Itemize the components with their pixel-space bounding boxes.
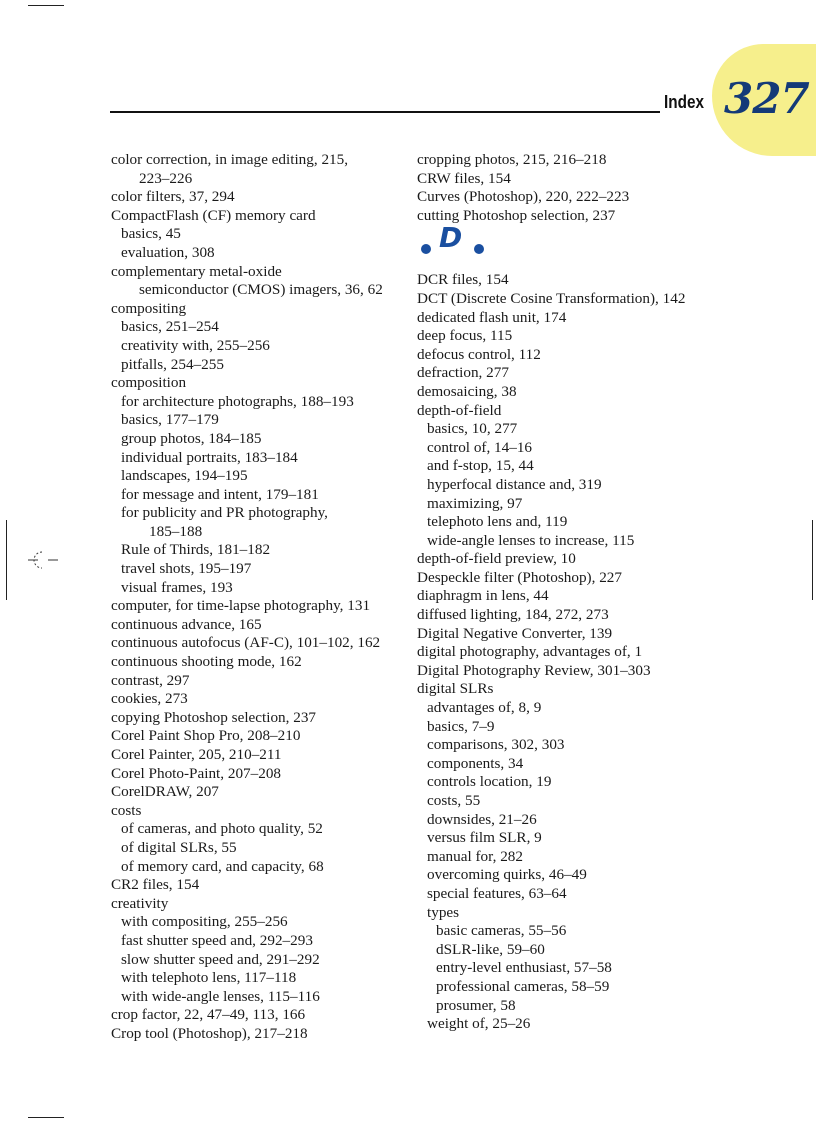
- index-subentry: 223–226: [139, 169, 193, 187]
- index-subentry: telephoto lens and, 119: [427, 513, 568, 531]
- index-entry: continuous autofocus (AF-C), 101–102, 162: [111, 634, 381, 652]
- index-entry: deep focus, 115: [417, 327, 513, 345]
- index-subentry: overcoming quirks, 46–49: [427, 866, 587, 884]
- index-entry: CRW files, 154: [417, 169, 511, 187]
- index-entry: Despeckle filter (Photoshop), 227: [417, 568, 622, 586]
- index-entry: compositing: [111, 299, 187, 317]
- index-entry: color correction, in image editing, 215,: [111, 151, 349, 168]
- section-letter: D: [439, 221, 463, 255]
- section-divider-d: [417, 221, 717, 271]
- index-subentry: group photos, 184–185: [121, 429, 262, 447]
- index-group-c-continued: [417, 151, 717, 225]
- index-subentry: pitfalls, 254–255: [121, 355, 224, 373]
- index-entry: cropping photos, 215, 216–218: [417, 151, 607, 168]
- index-entry: CR2 files, 154: [111, 876, 200, 894]
- index-entry: depth-of-field: [417, 401, 502, 419]
- index-entry: computer, for time-lapse photography, 131: [111, 597, 371, 615]
- crop-mark-bottom-left: [28, 1117, 64, 1118]
- index-subentry: control of, 14–16: [427, 438, 533, 456]
- index-subentry: basics, 177–179: [121, 411, 219, 429]
- index-subentry: of cameras, and photo quality, 52: [121, 820, 323, 838]
- index-entry: continuous shooting mode, 162: [111, 653, 302, 671]
- index-subentry: versus film SLR, 9: [427, 829, 542, 847]
- section-label: Index: [664, 92, 704, 112]
- index-subentry: 185–188: [149, 522, 203, 540]
- index-subentry: travel shots, 195–197: [121, 560, 252, 578]
- index-subentry: and f-stop, 15, 44: [427, 457, 534, 475]
- index-entry: diffused lighting, 184, 272, 273: [417, 606, 609, 624]
- index-subentry: of digital SLRs, 55: [121, 838, 237, 856]
- index-subentry: basics, 10, 277: [427, 420, 518, 438]
- index-entry: digital photography, advantages of, 1: [417, 643, 643, 661]
- index-subentry: weight of, 25–26: [427, 1015, 531, 1033]
- index-subentry: creativity with, 255–256: [121, 336, 270, 354]
- index-subentry: basic cameras, 55–56: [436, 922, 567, 940]
- index-subentry: maximizing, 97: [427, 494, 523, 512]
- index-subentry: basics, 7–9: [427, 717, 495, 735]
- index-subentry: fast shutter speed and, 292–293: [121, 931, 313, 949]
- index-subentry: basics, 251–254: [121, 318, 219, 336]
- index-subentry: entry-level enthusiast, 57–58: [436, 959, 612, 977]
- bullet-dot-icon: [421, 244, 431, 254]
- index-entry: CompactFlash (CF) memory card: [111, 206, 316, 224]
- index-entry: Corel Photo-Paint, 207–208: [111, 764, 282, 782]
- index-entry: demosaicing, 38: [417, 382, 517, 400]
- index-subentry: types: [427, 903, 460, 921]
- index-subentry: individual portraits, 183–184: [121, 448, 298, 466]
- index-column-right: [417, 151, 717, 1034]
- index-subentry: of memory card, and capacity, 68: [121, 857, 324, 875]
- index-entry: composition: [111, 374, 187, 392]
- index-subentry: dSLR-like, 59–60: [436, 940, 545, 958]
- bullet-dot-icon: [474, 244, 484, 254]
- index-subentry: evaluation, 308: [121, 243, 215, 261]
- index-entry: defocus control, 112: [417, 345, 541, 363]
- index-subentry: downsides, 21–26: [427, 810, 537, 828]
- index-subentry: comparisons, 302, 303: [427, 736, 565, 754]
- index-entry: copying Photoshop selection, 237: [111, 708, 317, 726]
- index-entry: digital SLRs: [417, 680, 494, 698]
- index-subentry: components, 34: [427, 754, 524, 772]
- index-subentry: manual for, 282: [427, 847, 523, 865]
- index-subentry: hyperfocal distance and, 319: [427, 475, 602, 493]
- index-entry: contrast, 297: [111, 671, 190, 689]
- index-entry: Digital Negative Converter, 139: [417, 624, 613, 642]
- index-subentry: with telephoto lens, 117–118: [121, 969, 297, 987]
- index-subentry: for publicity and PR photography,: [121, 504, 328, 522]
- index-subentry: visual frames, 193: [121, 578, 233, 596]
- header-rule: [110, 111, 660, 113]
- index-entry: DCR files, 154: [417, 271, 509, 289]
- index-column-left: [111, 151, 411, 1044]
- index-entry: complementary metal-oxide: [111, 262, 282, 280]
- index-subentry: prosumer, 58: [436, 996, 516, 1014]
- index-subentry: landscapes, 194–195: [121, 467, 248, 485]
- index-subentry: basics, 45: [121, 225, 181, 243]
- crop-mark-right-vertical: [812, 520, 813, 600]
- index-subentry: professional cameras, 58–59: [436, 977, 610, 995]
- index-subentry: with wide-angle lenses, 115–116: [121, 987, 320, 1005]
- index-subentry: semiconductor (CMOS) imagers, 36, 62: [139, 281, 383, 299]
- index-entry: costs: [111, 801, 142, 819]
- index-entry: depth-of-field preview, 10: [417, 550, 576, 568]
- index-entry: Corel Paint Shop Pro, 208–210: [111, 727, 301, 745]
- crop-mark-top-left: [28, 5, 64, 6]
- index-entry: Corel Painter, 205, 210–211: [111, 746, 282, 763]
- index-subentry: costs, 55: [427, 792, 481, 809]
- index-subentry: with compositing, 255–256: [121, 913, 288, 931]
- index-entry: creativity: [111, 894, 169, 912]
- index-entry: diaphragm in lens, 44: [417, 587, 549, 605]
- index-entry: Crop tool (Photoshop), 217–218: [111, 1024, 308, 1042]
- index-entry: crop factor, 22, 47–49, 113, 166: [111, 1006, 306, 1024]
- index-subentry: wide-angle lenses to increase, 115: [427, 531, 635, 549]
- index-entry: Digital Photography Review, 301–303: [417, 661, 651, 679]
- index-entry: DCT (Discrete Cosine Transformation), 142: [417, 289, 686, 307]
- index-entry: Curves (Photoshop), 220, 222–223: [417, 188, 630, 206]
- index-entry: color filters, 37, 294: [111, 188, 235, 206]
- index-entry: cutting Photoshop selection, 237: [417, 206, 616, 224]
- index-entry: defraction, 277: [417, 364, 509, 382]
- crop-mark-left-vertical: [6, 520, 7, 600]
- index-entry: continuous advance, 165: [111, 615, 262, 633]
- index-subentry: for architecture photographs, 188–193: [121, 392, 354, 410]
- index-group-d: [417, 271, 717, 1033]
- index-subentry: controls location, 19: [427, 773, 552, 791]
- registration-mark-icon: [22, 548, 62, 572]
- page-number: 327: [724, 74, 809, 123]
- index-entry: CorelDRAW, 207: [111, 783, 219, 801]
- index-subentry: slow shutter speed and, 291–292: [121, 950, 320, 968]
- index-subentry: for message and intent, 179–181: [121, 485, 319, 503]
- index-entry: cookies, 273: [111, 690, 188, 708]
- index-subentry: special features, 63–64: [427, 884, 567, 902]
- index-entry: dedicated flash unit, 174: [417, 308, 567, 326]
- index-subentry: Rule of Thirds, 181–182: [121, 541, 271, 559]
- index-subentry: advantages of, 8, 9: [427, 699, 542, 717]
